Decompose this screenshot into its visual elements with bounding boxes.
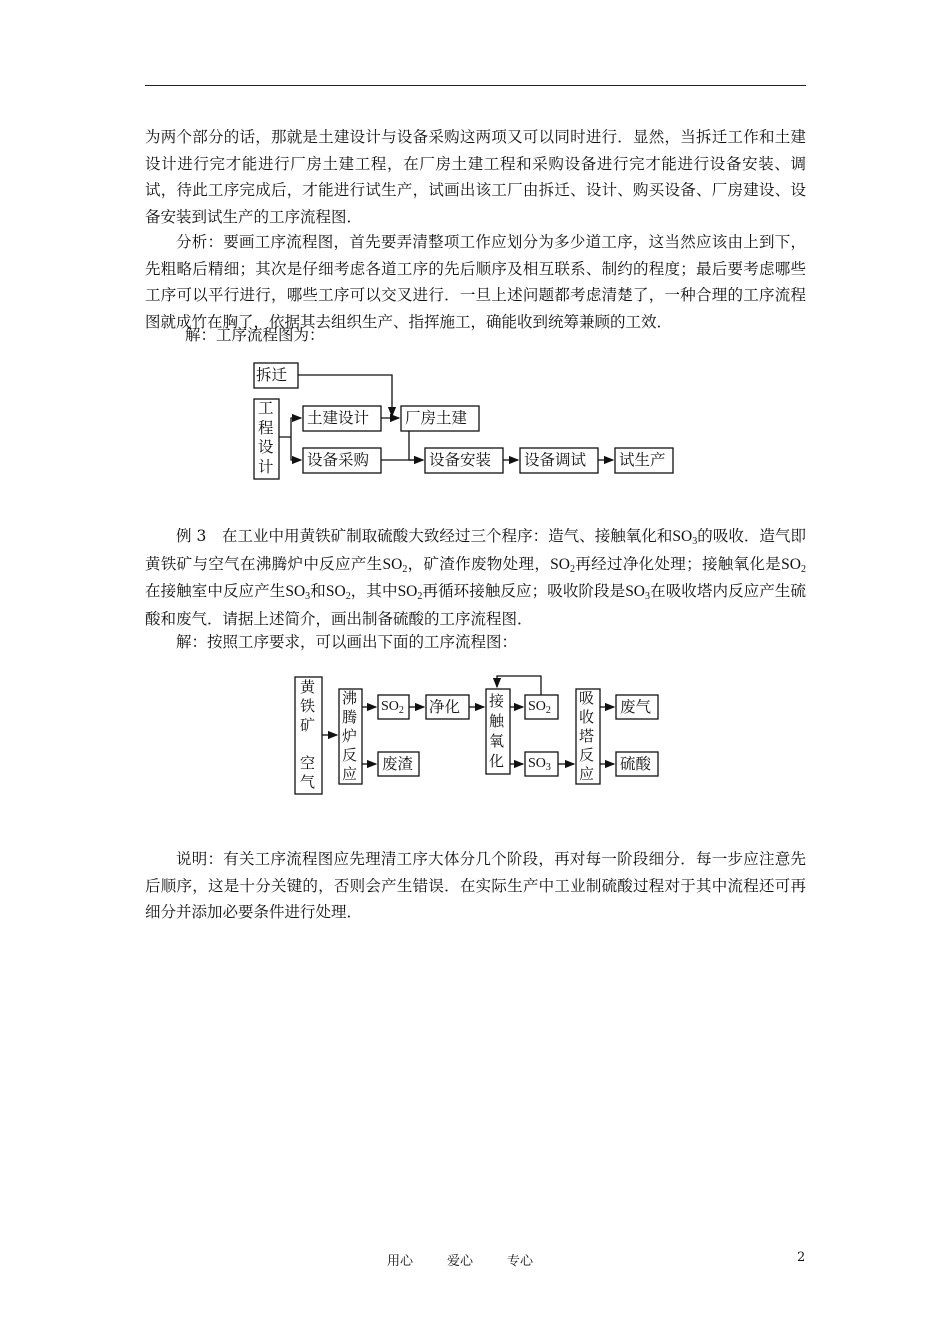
box-changfang-tujian: 厂房土建 — [405, 409, 468, 427]
page-number: 2 — [797, 1250, 806, 1265]
box-shebei-anzhuang: 设备安装 — [429, 451, 492, 469]
footer-slogan-3: 专心 — [507, 1254, 534, 1269]
solution-1: 解：工序流程图为： — [185, 326, 325, 344]
box-feizha: 废渣 — [382, 755, 414, 773]
box-shebei-caigou: 设备采购 — [307, 451, 370, 469]
box-shishengchan: 试生产 — [619, 451, 666, 469]
footer-slogan-2: 爱心 — [447, 1254, 474, 1269]
paragraph-analysis: 分析：要画工序流程图，首先要弄清整项工作应划分为多少道工序，这当然应该由上到下，先粗略后精细；其次是仔细考虑各道工序的先后顺序及相互联系、制约的程度；最后要考虑哪些工序可以平行进行，哪些工序可以交叉进行．一旦上述问题都考虑清楚了，一种合理的工序流程图就成竹在胸了，依据其去组织生产、指挥施工，确能收到统筹兼顾的工效． — [145, 233, 806, 331]
footer-slogan-1: 用心 — [387, 1254, 414, 1269]
box-so2-b: $SO_2$ — [528, 699, 551, 716]
box-liusuan: 硫酸 — [620, 755, 652, 773]
header-rule — [145, 85, 806, 86]
box-feiqi: 废气 — [620, 698, 652, 716]
box-absorption-tower: 吸 收 塔 反 应 — [579, 689, 595, 783]
box-jinghua: 净化 — [429, 698, 461, 716]
box-shebei-tiaoshi: 设备调试 — [524, 451, 587, 469]
box-furnace: 沸 腾 炉 反 应 — [342, 689, 358, 783]
box-gongcheng-sheji: 工 程 设 计 — [258, 399, 274, 476]
paragraph-example-3: 例 3 在工业中用黄铁矿制取硫酸大致经过三个程序：造气、接触氧化和$SO_3$的吸收．造气即黄铁矿与空气在沸腾炉中反应产生$SO_2$，矿渣作废物处理，$SO_2$再经过净化处理；接触氧化是$SO_2$在接触室中反应产生$SO_3$和$SO_2$，其中$SO_2$再循环接触反应；吸收阶段是$SO_3$在吸收塔内反应产生硫酸和废气．请据上述简介，画出制备硫酸的工序流程图． — [145, 527, 806, 628]
solution-2: 解：按照工序要求，可以画出下面的工序流程图： — [176, 633, 518, 651]
box-chaiqian: 拆迁 — [256, 366, 288, 384]
box-contact-oxidation: 接 触 氧 化 — [489, 692, 505, 770]
box-so3: $SO_3$ — [528, 756, 551, 773]
box-raw-materials: 黄 铁 矿 空 气 — [300, 678, 316, 791]
box-so2-a: $SO_2$ — [381, 699, 404, 716]
paragraph-problem: 为两个部分的话，那就是土建设计与设备采购这两项又可以同时进行．显然，当拆迁工作和土建设计进行完才能进行厂房土建工程，在厂房土建工程和采购设备进行完才能进行设备安装、调试，待此工序完成后，才能进行试生产，试画出该工厂由拆迁、设计、购买设备、厂房建设、设备安装到试生产的工序流程图． — [145, 128, 806, 226]
paragraph-note: 说明：有关工序流程图应先理清工序大体分几个阶段，再对每一阶段细分．每一步应注意先后顺序，这是十分关键的，否则会产生错误．在实际生产中工业制硫酸过程对于其中流程还可再细分并添加必要条件进行处理． — [145, 850, 806, 921]
box-tujian-sheji: 土建设计 — [307, 409, 370, 427]
